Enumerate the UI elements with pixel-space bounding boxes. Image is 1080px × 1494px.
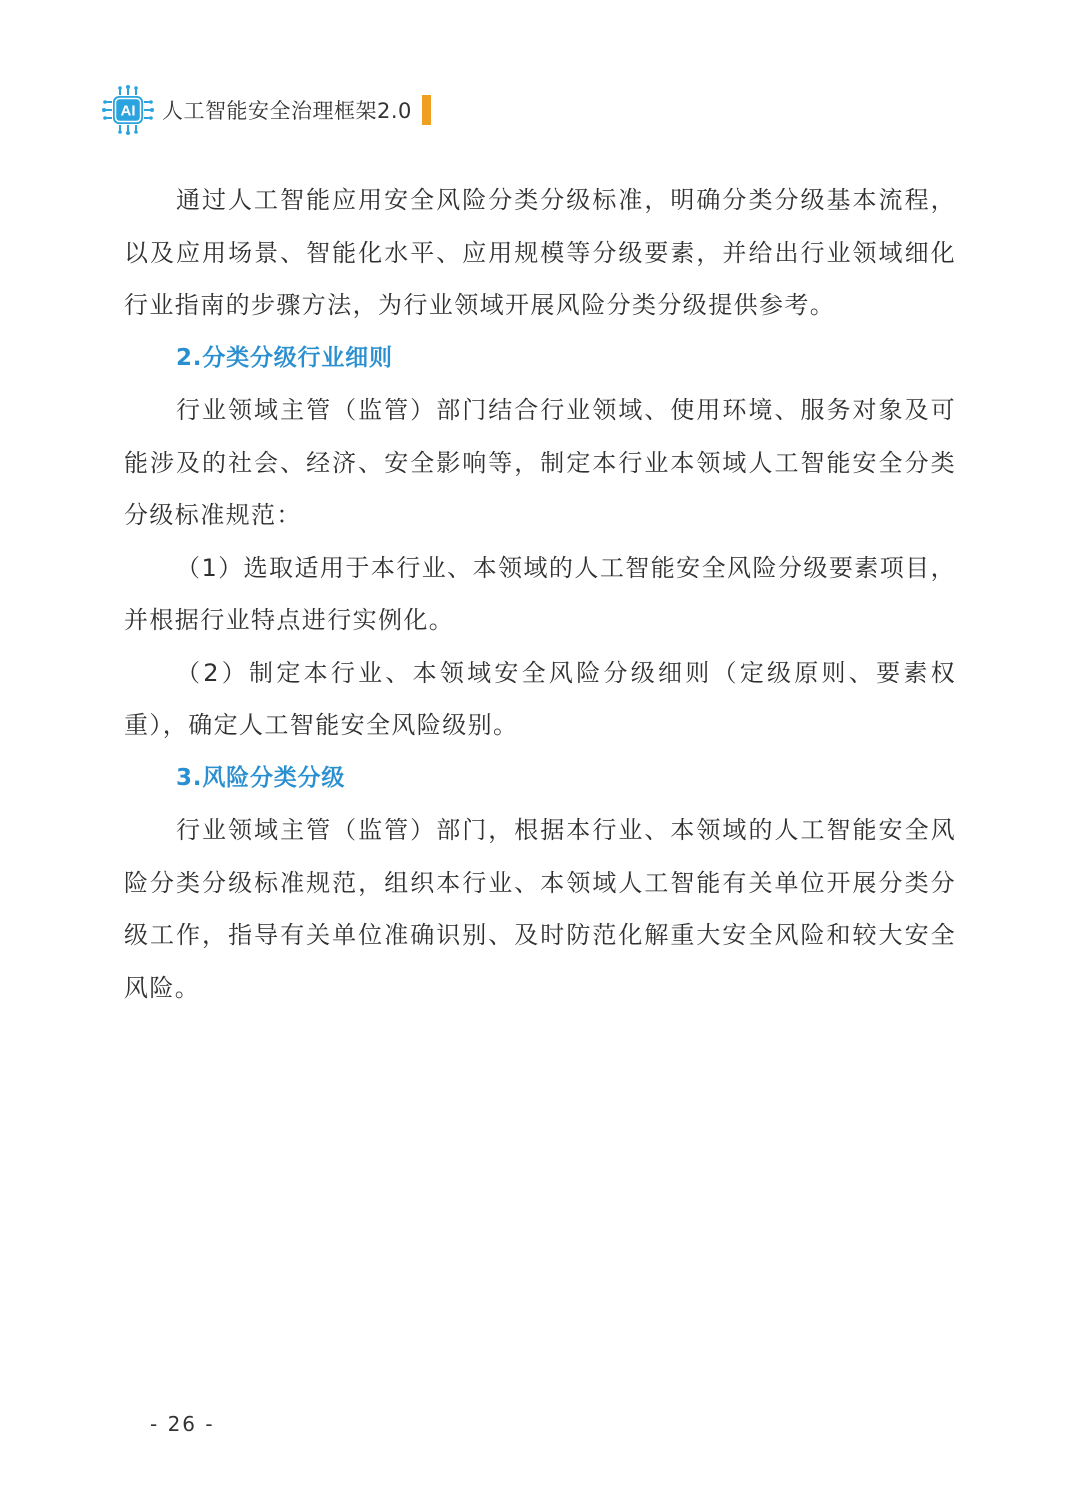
paragraph-item-1: （1）选取适用于本行业、本领域的人工智能安全风险分级要素项目，并根据行业特点进行实例化。	[124, 553, 956, 634]
ai-chip-logo-icon	[100, 84, 156, 136]
page-content	[124, 174, 956, 1014]
page-number: - 26 -	[150, 1412, 215, 1436]
logo-text: AI	[120, 102, 136, 120]
paragraph-risk-classification: 行业领域主管（监管）部门，根据本行业、本领域的人工智能安全风险分类分级标准规范，组织本行业、本领域人工智能有关单位开展分类分级工作，指导有关单位准确识别、及时防范化解重大安全风险和较大安全风险。	[124, 816, 956, 1002]
paragraph-intro: 通过人工智能应用安全风险分类分级标准，明确分类分级基本流程，以及应用场景、智能化水平、应用规模等分级要素，并给出行业领域细化行业指南的步骤方法，为行业领域开展风险分类分级提供参考。	[124, 186, 956, 319]
paragraph-item-2: （2）制定本行业、本领域安全风险分级细则（定级原则、要素权重），确定人工智能安全风险级别。	[124, 658, 956, 739]
page-header	[100, 84, 431, 136]
document-title: 人工智能安全治理框架2.0	[162, 99, 412, 123]
section-heading-3: 3.风险分类分级	[176, 764, 346, 791]
paragraph-industry-rules: 行业领域主管（监管）部门结合行业领域、使用环境、服务对象及可能涉及的社会、经济、安全影响等，制定本行业本领域人工智能安全分类分级标准规范：	[124, 396, 956, 529]
section-heading-2: 2.分类分级行业细则	[176, 344, 393, 371]
header-accent-bar	[422, 95, 431, 125]
